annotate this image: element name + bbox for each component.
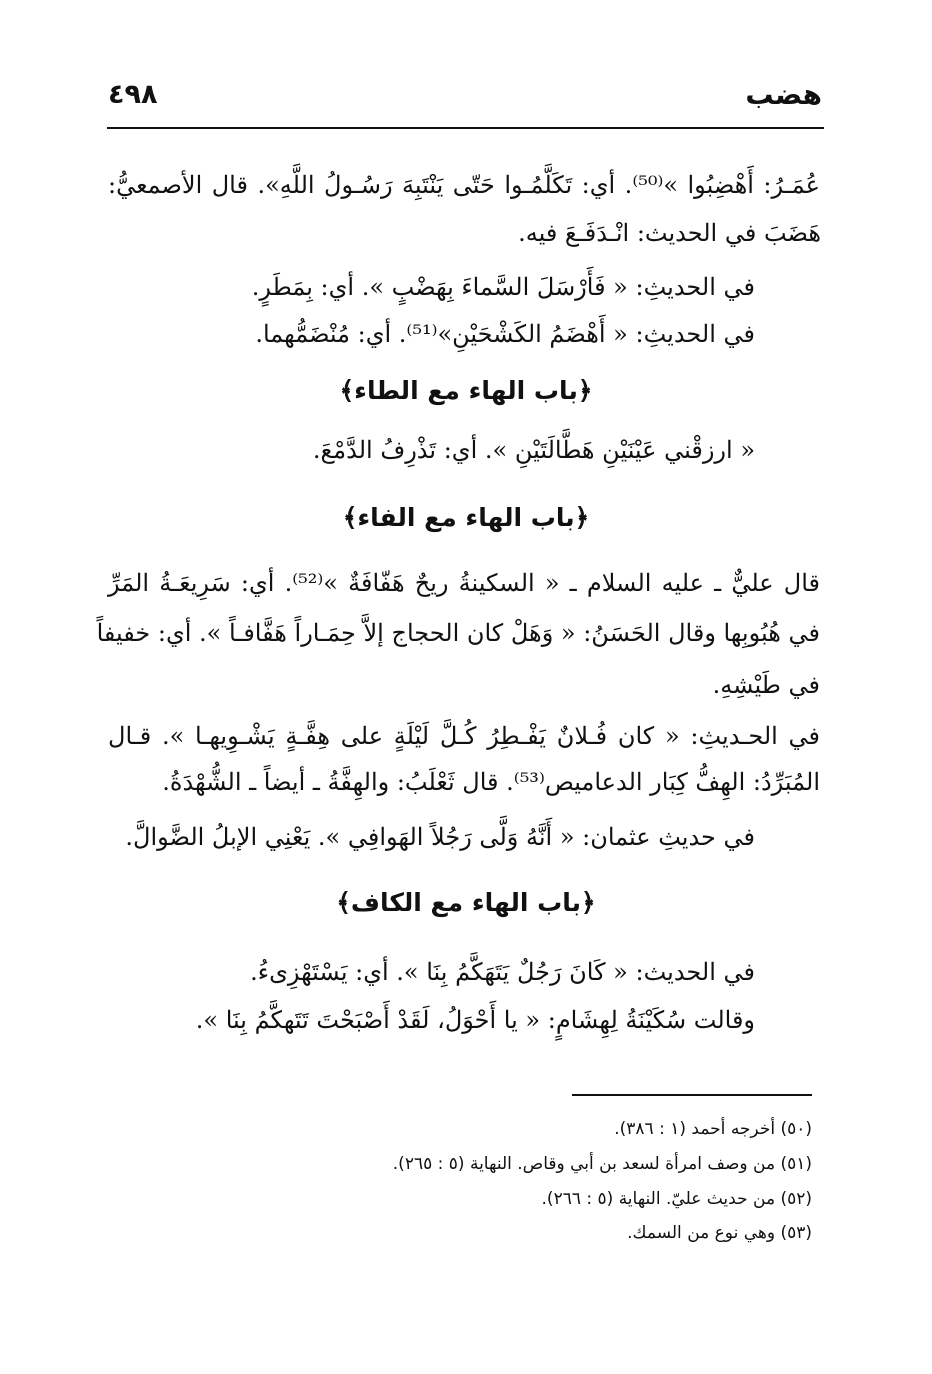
footnote: (٥٣) وهي نوع من السمك.	[627, 1223, 812, 1243]
footnote: (٥٢) من حديث عليّ. النهاية (٥ : ٢٦٦).	[541, 1189, 812, 1209]
text-line: في الحديث: « كَانَ رَجُلٌ يَتَهَكَّمُ بِنَا ». أي: يَسْتَهْزِىءُ.	[250, 958, 755, 986]
section-heading: ﴿باب الهاء مع الكاف﴾	[336, 888, 596, 917]
text-line: في هُبُوبِها وقال الحَسَنُ: « وَهَلْ كان الحجاج إلاَّ حِمَـاراً هَفَّافـاً ». أي: خفيفاً	[96, 619, 820, 647]
page-number: ٤٩٨	[108, 79, 158, 110]
text-line: في الحـديثِ: « كان فُـلانٌ يَفْـطِرُ كُـلَّ لَيْلَةٍ على هِفَّـةٍ يَشْـوِيهـا ». قـال	[108, 722, 820, 750]
text-line: وقالت سُكَيْنَةُ لِهِشَامٍ: « يا أَحْوَلُ، لَقَدْ أَصْبَحْتَ تَتَهكَّمُ بِنَا ».	[195, 1006, 755, 1034]
text-line: عُمَـرُ: أَهْضِبُوا »⁽⁵⁰⁾. أي: تَكَلَّمُـوا حَتّى يَنْتَبِهَ رَسُـولُ اللَّهِ». قال الأصمعيُّ:	[108, 171, 820, 199]
footnote: (٥١) من وصف امرأة لسعد بن أبي وقاص. النهاية (٥ : ٢٦٥).	[392, 1154, 812, 1174]
text-line: قال عليٌّ ـ عليه السلام ـ « السكينةُ ريحٌ هَفّافَةٌ »⁽⁵²⁾. أي: سَرِيعَـةُ المَرِّ	[108, 569, 820, 597]
header-rule	[107, 127, 824, 129]
running-header	[108, 78, 822, 118]
text-line: في الحديثِ: « أَهْضَمُ الكَشْحَيْنِ»⁽⁵¹⁾. أي: مُنْضَمُّهما.	[255, 320, 755, 348]
footnote-rule	[572, 1094, 812, 1096]
footnote: (٥٠) أخرجه أحمد (١ : ٣٨٦).	[614, 1119, 812, 1139]
text-line: في طَيْشِهِ.	[712, 671, 820, 699]
text-line: « ارزقْني عَيْنَيْنِ هَطَّالَتَيْنِ ». أي: تَذْرِفُ الدَّمْعَ.	[312, 436, 755, 464]
section-heading: ﴿باب الهاء مع الفاء﴾	[342, 503, 590, 532]
text-line: هَضَبَ في الحديث: انْـدَفَـعَ فيه.	[518, 219, 821, 247]
section-heading: ﴿باب الهاء مع الطاء﴾	[339, 376, 593, 405]
text-line: المُبَرِّدُ: الهِفُّ كِبَار الدعاميص⁽⁵³⁾. قال ثَعْلَبُ: والهِفَّةُ ـ أيضاً ـ الشُّهْدَةُ.	[162, 768, 820, 796]
text-line: في الحديثِ: « فَأَرْسَلَ السَّماءَ بِهَضْبٍ ». أي: بِمَطَرٍ.	[251, 273, 755, 301]
text-line: في حديثِ عثمان: « أَنَّهُ وَلَّى رَجُلاً الهَوافِي ». يَعْنِي الإبلُ الضَّوالَّ.	[125, 823, 755, 851]
running-header-title: هضب	[745, 78, 822, 111]
